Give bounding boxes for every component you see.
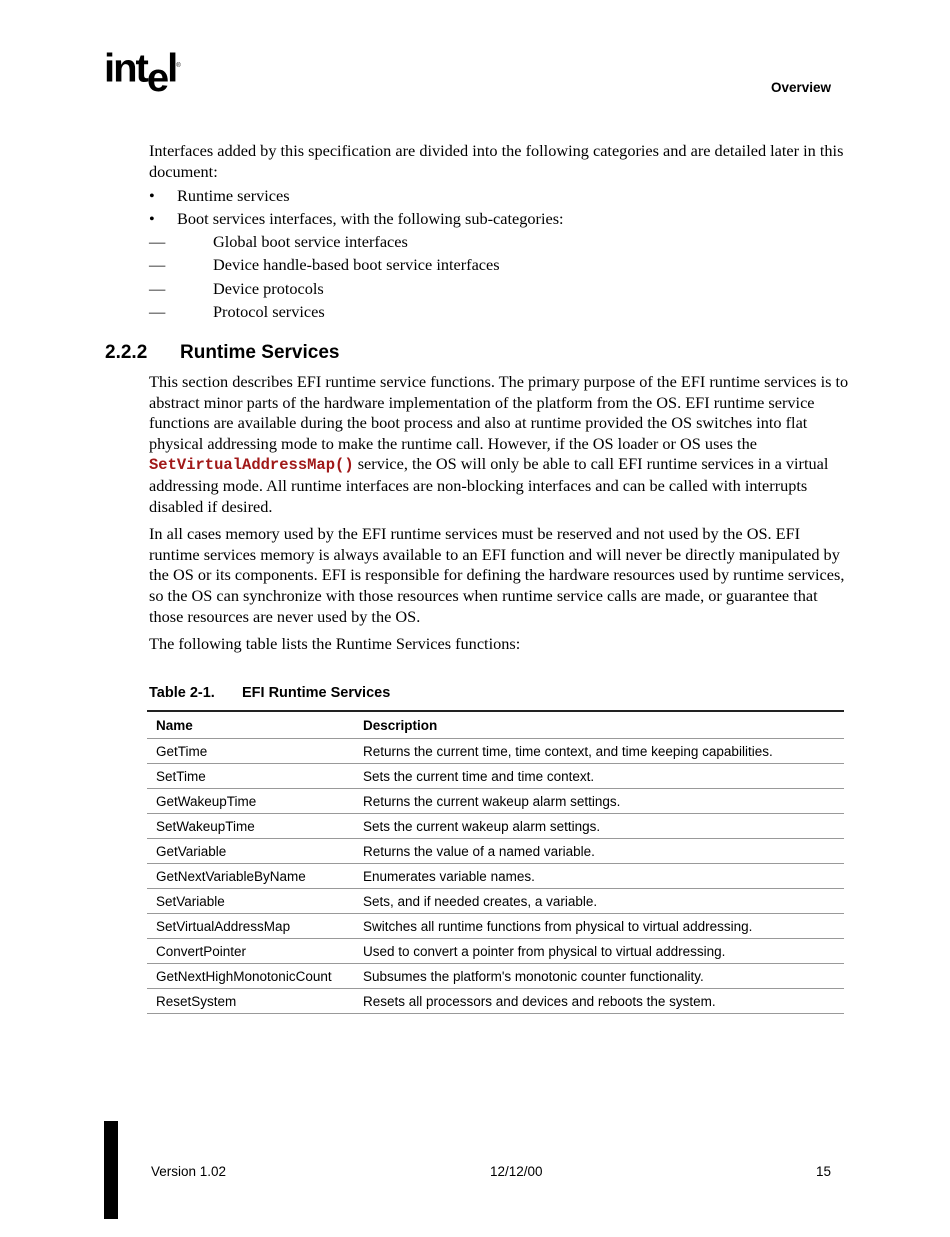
table-row [147,889,844,914]
cell-name: GetTime [147,739,354,764]
cell-name: SetWakeupTime [147,814,354,839]
bullet-mark: • [149,209,155,229]
bullet-item: • Boot services interfaces, with the following sub-categories: [149,209,564,229]
table-caption: Table 2-1. EFI Runtime Services [149,685,391,701]
header-description: Description [354,711,845,739]
intel-logo: intel® [104,46,181,101]
footer-version: Version 1.02 [151,1164,227,1179]
table-row [147,839,844,864]
table-row [147,939,844,964]
cell-description: Returns the current wakeup alarm settings. [354,789,845,814]
function-reference: SetVirtualAddressMap() [149,456,354,475]
section-title: Runtime Services [180,342,340,363]
table-row [147,739,844,764]
cell-description: Returns the value of a named variable. [354,839,845,864]
section-body [149,372,849,655]
paragraph-2: In all cases memory used by the EFI runtime services must be reserved and not used by the OS. EFI runtime services memory is always available to an EFI function and will never be directly manipulated by the OS or its components. EFI is responsible for defining the hardware resources used by runtime services, so the OS can synchronize with those resources when runtime service calls are made, or guarantee that those resources are never used by the OS. [149,524,845,626]
running-header: Overview [770,80,831,95]
dash-mark: — [149,278,166,298]
table-row [147,789,844,814]
bullet-list [149,186,849,230]
cell-description: Used to convert a pointer from physical to virtual addressing. [354,939,845,964]
table-row [147,964,844,989]
cell-name: SetVariable [147,889,354,914]
dash-mark: — [149,301,166,321]
dash-mark: — [149,232,166,252]
bullet-mark: • [149,186,155,206]
table-row [147,864,844,889]
cell-name: ConvertPointer [147,939,354,964]
cell-name: ResetSystem [147,989,354,1014]
page-number: 15 [815,1164,831,1179]
sub-list [149,232,849,322]
table-header-row [147,711,844,739]
table-row [147,764,844,789]
cell-description: Resets all processors and devices and reboots the system. [354,989,845,1014]
header-name: Name [147,711,354,739]
footer-date: 12/12/00 [490,1164,543,1179]
cell-description: Subsumes the platform's monotonic counter functionality. [354,964,845,989]
dash-mark: — [149,255,166,275]
cell-description: Sets the current wakeup alarm settings. [354,814,845,839]
cell-name: GetWakeupTime [147,789,354,814]
cell-description: Enumerates variable names. [354,864,845,889]
footer-bar [104,1121,118,1219]
sub-item: — Protocol services [149,301,325,321]
table-row [147,914,844,939]
table-row [147,814,844,839]
section-number: 2.2.2 [105,342,148,363]
cell-name: GetVariable [147,839,354,864]
cell-description: Sets the current time and time context. [354,764,845,789]
cell-name: GetNextVariableByName [147,864,354,889]
cell-name: GetNextHighMonotonicCount [147,964,354,989]
sub-item: — Device handle-based boot service interfaces [149,255,500,275]
sub-item: — Global boot service interfaces [149,232,408,252]
cell-description: Returns the current time, time context, and time keeping capabilities. [354,739,845,764]
cell-description: Switches all runtime functions from physical to virtual addressing. [354,914,845,939]
intro-section [149,141,849,325]
runtime-services-table [147,710,844,1014]
section-heading [105,342,339,364]
paragraph-3: The following table lists the Runtime Services functions: [149,634,521,654]
cell-name: SetVirtualAddressMap [147,914,354,939]
table-row [147,989,844,1014]
cell-description: Sets, and if needed creates, a variable. [354,889,845,914]
bullet-item: • Runtime services [149,186,290,206]
paragraph-1: This section describes EFI runtime service functions. The primary purpose of the EFI runtime services is to abstract minor parts of the hardware implementation of the platform from the OS. EFI runtime service functions are available during the boot process and also at runtime provided the OS switches into flat physical addressing mode to make the runtime call. However, if the OS loader or OS uses the SetVirtualAddressMap() service, the OS will only be able to call EFI runtime services in a virtual addressing mode. All runtime interfaces are non-blocking interfaces and can be called with interrupts disabled if desired. [149,372,849,516]
cell-name: SetTime [147,764,354,789]
intro-paragraph: Interfaces added by this specification are divided into the following categories and are detailed later in this document: [149,141,844,181]
sub-item: — Device protocols [149,278,324,298]
